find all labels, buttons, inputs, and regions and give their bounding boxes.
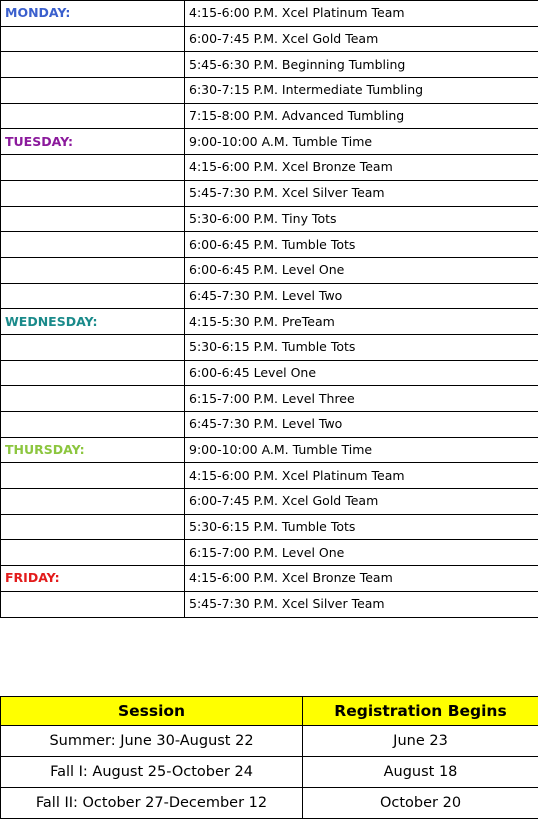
day-label [1,514,185,540]
session-body [1,726,538,819]
day-label [1,489,185,515]
day-label [1,412,185,438]
schedule-row [1,591,538,617]
schedule-row [1,129,538,155]
schedule-row [1,1,538,27]
class-entry: 9:00-10:00 A.M. Tumble Time [185,437,538,463]
class-entry: 6:00-6:45 P.M. Tumble Tots [185,232,538,258]
session-row [1,726,538,757]
schedule-row [1,386,538,412]
class-entry: 7:15-8:00 P.M. Advanced Tumbling [185,103,538,129]
day-label [1,180,185,206]
schedule-row [1,437,538,463]
class-entry: 5:30-6:00 P.M. Tiny Tots [185,206,538,232]
schedule-row [1,180,538,206]
day-label: FRIDAY: [1,566,185,592]
day-label [1,206,185,232]
schedule-row [1,360,538,386]
registration-date: October 20 [303,788,538,819]
class-entry: 6:00-7:45 P.M. Xcel Gold Team [185,26,538,52]
schedule-row [1,489,538,515]
day-label [1,257,185,283]
class-entry: 5:45-6:30 P.M. Beginning Tumbling [185,52,538,78]
class-entry: 4:15-6:00 P.M. Xcel Platinum Team [185,1,538,27]
schedule-row [1,103,538,129]
day-label [1,386,185,412]
class-entry: 4:15-6:00 P.M. Xcel Bronze Team [185,566,538,592]
schedule-row [1,206,538,232]
class-entry: 6:45-7:30 P.M. Level Two [185,283,538,309]
day-label [1,591,185,617]
day-label [1,78,185,104]
class-entry: 6:00-7:45 P.M. Xcel Gold Team [185,489,538,515]
schedule-row [1,566,538,592]
registration-date: June 23 [303,726,538,757]
day-label [1,103,185,129]
schedule-row [1,155,538,181]
registration-header: Registration Begins [303,697,538,726]
day-label: TUESDAY: [1,129,185,155]
class-entry: 6:45-7:30 P.M. Level Two [185,412,538,438]
day-label [1,26,185,52]
class-entry: 6:30-7:15 P.M. Intermediate Tumbling [185,78,538,104]
class-schedule-body [1,1,538,618]
day-label [1,283,185,309]
schedule-row [1,334,538,360]
session-table [0,696,538,819]
session-dates: Fall I: August 25-October 24 [1,757,303,788]
day-label [1,540,185,566]
session-header-row [1,697,538,726]
class-entry: 4:15-6:00 P.M. Xcel Bronze Team [185,155,538,181]
schedule-row [1,232,538,258]
day-label [1,232,185,258]
class-entry: 6:00-6:45 P.M. Level One [185,257,538,283]
schedule-row [1,463,538,489]
day-label: THURSDAY: [1,437,185,463]
day-label [1,334,185,360]
session-row [1,757,538,788]
registration-date: August 18 [303,757,538,788]
class-entry: 5:45-7:30 P.M. Xcel Silver Team [185,180,538,206]
schedule-row [1,514,538,540]
schedule-row [1,412,538,438]
schedule-row [1,309,538,335]
day-label [1,155,185,181]
session-header: Session [1,697,303,726]
schedule-row [1,540,538,566]
schedule-row [1,78,538,104]
session-dates: Summer: June 30-August 22 [1,726,303,757]
day-label: MONDAY: [1,1,185,27]
day-label: WEDNESDAY: [1,309,185,335]
session-row [1,788,538,819]
class-entry: 5:45-7:30 P.M. Xcel Silver Team [185,591,538,617]
schedule-row [1,52,538,78]
schedule-row [1,257,538,283]
class-entry: 6:15-7:00 P.M. Level Three [185,386,538,412]
session-dates: Fall II: October 27-December 12 [1,788,303,819]
class-entry: 9:00-10:00 A.M. Tumble Time [185,129,538,155]
schedule-row [1,283,538,309]
day-label [1,360,185,386]
class-entry: 4:15-6:00 P.M. Xcel Platinum Team [185,463,538,489]
schedule-row [1,26,538,52]
day-label [1,52,185,78]
class-entry: 6:15-7:00 P.M. Level One [185,540,538,566]
class-entry: 5:30-6:15 P.M. Tumble Tots [185,334,538,360]
day-label [1,463,185,489]
class-entry: 5:30-6:15 P.M. Tumble Tots [185,514,538,540]
class-entry: 4:15-5:30 P.M. PreTeam [185,309,538,335]
class-entry: 6:00-6:45 Level One [185,360,538,386]
